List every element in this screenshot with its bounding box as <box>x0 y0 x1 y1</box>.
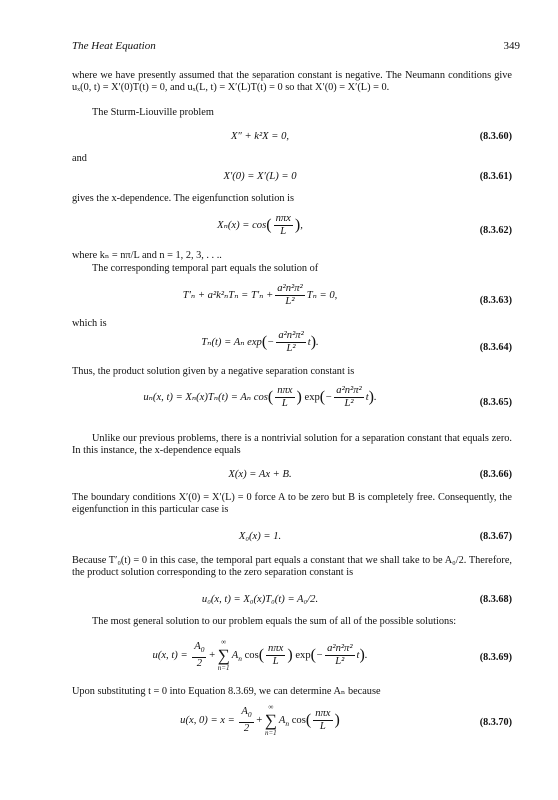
equation-body: Tₙ(t) = Aₙ exp(− $\frac{\text{a²n²π²}}{\text{L²}}$ t). <box>201 330 319 354</box>
paragraph: Unlike our previous problems, there is a nontrivial solution for a separation constant that equals zero. In this instance, the x-dependence equals <box>72 433 512 457</box>
page-number: 349 <box>503 40 520 52</box>
paragraph: The corresponding temporal part equals the solution of <box>92 263 319 274</box>
paragraph: Thus, the product solution given by a negative separation constant is <box>72 366 355 377</box>
equation-body: X″ + k²X = 0, <box>230 131 290 142</box>
equation-body: X₀(x) = 1. <box>238 531 282 542</box>
equation-body: u(x, 0) = x = $\frac{A_0}{2}$ + ∞ ∑ n=1 $A_n$ cos( $\frac{\text{nπx}}{L}$ ) <box>180 703 340 737</box>
paragraph: where we have presently assumed that the separation constant is negative. The Neumann conditions give uₓ(0, t) = X′(0)T(t) = 0, and uₓ(L, t) = X′(L)T(t) = 0 so that X′(0) = X′(L) = 0. <box>72 70 512 94</box>
equation-number: (8.3.65) <box>479 397 512 408</box>
equation-body: uₙ(x, t) = Xₙ(x)Tₙ(t) = Aₙ cos( $\frac{\text{nπx}}{L}$ ) exp(− $\frac{\text{a²n²π²}}{\text{L²}}$ t). <box>143 385 377 409</box>
paragraph: where kₙ = nπ/L and n = 1, 2, 3, . . .. <box>72 250 222 261</box>
equation-number: (8.3.70) <box>479 717 512 728</box>
equation-body: T′ₙ + a²k²ₙTₙ = T′ₙ + $\frac{\text{a²n²π²}}{\text{L²}}$ Tₙ = 0, <box>182 283 338 307</box>
equation-number: (8.3.69) <box>479 652 512 663</box>
equation-number: (8.3.63) <box>479 295 512 306</box>
equation-number: (8.3.60) <box>479 131 512 142</box>
running-header-title: The Heat Equation <box>72 40 156 52</box>
equation-number: (8.3.62) <box>479 225 512 236</box>
paragraph: gives the x-dependence. The eigenfunction solution is <box>72 193 294 204</box>
equation-body: u₀(x, t) = X₀(x)T₀(t) = A₀/2. <box>201 594 319 605</box>
paragraph: The most general solution to our problem equals the sum of all of the possible solutions: <box>92 616 457 627</box>
equation-body: X(x) = Ax + B. <box>228 469 292 480</box>
equation-body: u(x, t) = $\frac{A_0}{2}$ + ∞ ∑ n=1 $A_n$ cos( $\frac{\text{nπx}}{L}$ ) exp(− $\frac{\text{a²n²π²}}{\text{L²}}$ t). <box>152 638 368 672</box>
equation-body: X′(0) = X′(L) = 0 <box>223 171 297 182</box>
equation-number: (8.3.66) <box>479 469 512 480</box>
paragraph: Upon substituting t = 0 into Equation 8.3.69, we can determine Aₙ because <box>72 686 381 697</box>
equation-number: (8.3.64) <box>479 342 512 353</box>
paragraph: The Sturm-Liouville problem <box>92 107 214 118</box>
equation-number: (8.3.68) <box>479 594 512 605</box>
equation-body: Xₙ(x) = cos( $\frac{\text{nπx}}{L}$ ), <box>217 213 303 237</box>
paragraph: which is <box>72 318 107 329</box>
equation-number: (8.3.61) <box>479 171 512 182</box>
paragraph: The boundary conditions X′(0) = X′(L) = 0 force A to be zero but B is completely free. Consequently, the eigenfunction in this particular case is <box>72 492 512 516</box>
paragraph: and <box>72 153 87 164</box>
equation-number: (8.3.67) <box>479 531 512 542</box>
paragraph: Because T′₀(t) = 0 in this case, the temporal part equals a constant that we shall take to be A₀/2. Therefore, the product solution corresponding to the zero separation constant is <box>72 555 512 579</box>
